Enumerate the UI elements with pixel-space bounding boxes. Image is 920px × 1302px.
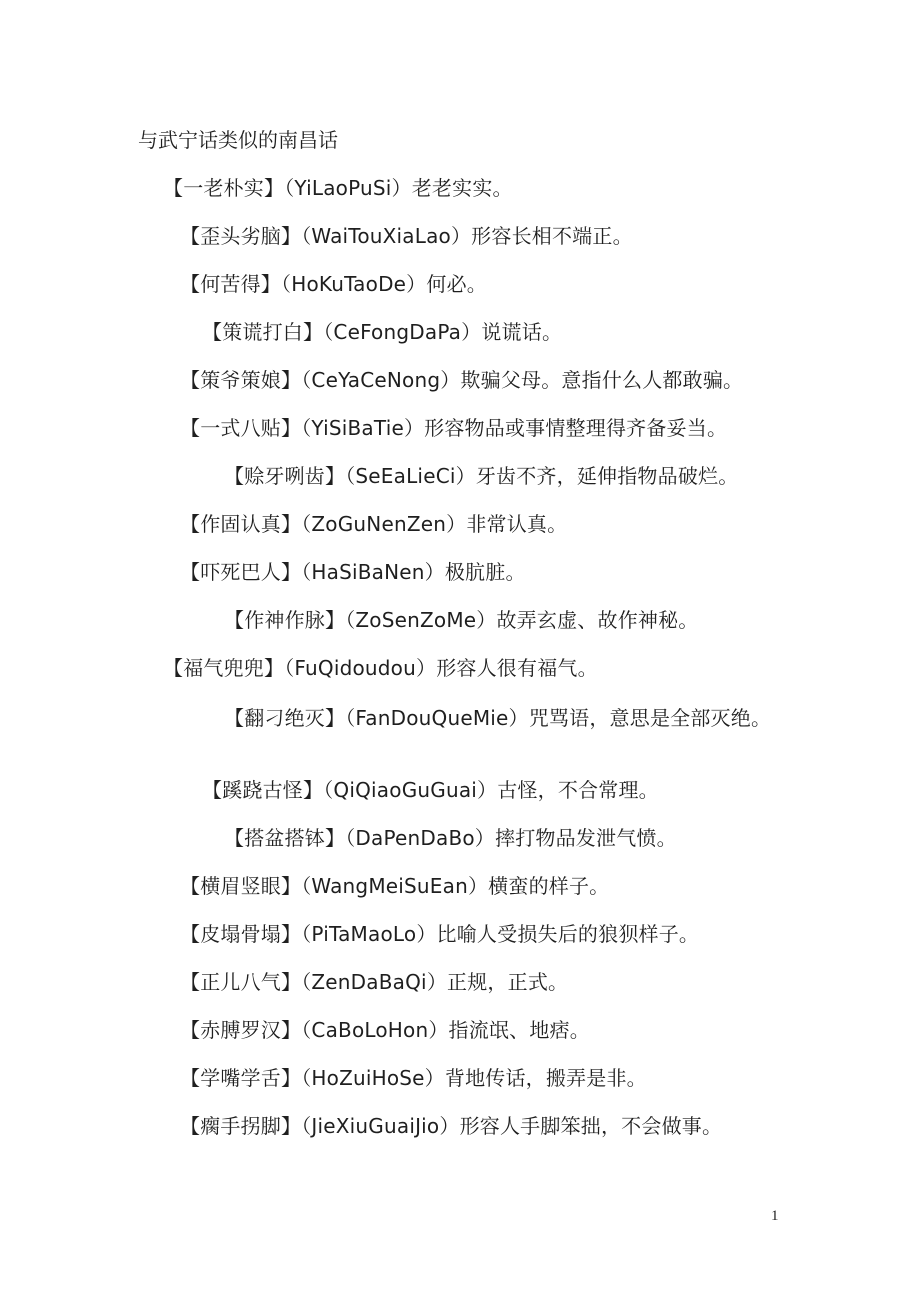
idiom-entry: 【蹊跷古怪】（QiQiaoGuGuai）古怪，不合常理。	[202, 778, 659, 802]
idiom-entry: 【正儿八气】（ZenDaBaQi）正规，正式。	[180, 970, 569, 994]
idiom-entry: 【作固认真】（ZoGuNenZen）非常认真。	[180, 512, 568, 536]
idiom-entry: 【赤膊罗汉】（CaBoLoHon）指流氓、地痞。	[180, 1018, 590, 1042]
idiom-entry: 【吓死巴人】（HaSiBaNen）极肮脏。	[180, 560, 526, 584]
idiom-entry: 【歪头劣脑】（WaiTouXiaLao）形容长相不端正。	[180, 224, 633, 248]
idiom-entry: 【策爷策娘】（CeYaCeNong）欺骗父母。意指什么人都敢骗。	[180, 368, 744, 392]
idiom-entry: 【学嘴学舌】（HoZuiHoSe）背地传话，搬弄是非。	[180, 1066, 647, 1090]
idiom-entry: 【瘸手拐脚】（JieXiuGuaiJio）形容人手脚笨拙，不会做事。	[180, 1114, 723, 1138]
idiom-entry: 【作神作脉】（ZoSenZoMe）故弄玄虚、故作神秘。	[224, 608, 699, 632]
idiom-entry: 【何苦得】（HoKuTaoDe）何必。	[180, 272, 487, 296]
idiom-entry: 【皮塌骨塌】（PiTaMaoLo）比喻人受损失后的狼狈样子。	[180, 922, 700, 946]
document-title: 与武宁话类似的南昌话	[138, 128, 338, 152]
idiom-entry: 【搭盆搭钵】（DaPenDaBo）摔打物品发泄气愤。	[224, 826, 677, 850]
idiom-entry: 【横眉竖眼】（WangMeiSuEan）横蛮的样子。	[180, 874, 610, 898]
idiom-entry: 【福气兜兜】（FuQidoudou）形容人很有福气。	[163, 656, 598, 680]
idiom-entry: 【一老朴实】（YiLaoPuSi）老老实实。	[163, 176, 513, 200]
idiom-entry: 【一式八贴】（YiSiBaTie）形容物品或事情整理得齐备妥当。	[180, 416, 728, 440]
idiom-entry: 【策谎打白】（CeFongDaPa）说谎话。	[202, 320, 563, 344]
idiom-entry: 【翻刁绝灭】（FanDouQueMie）咒骂语，意思是全部灭绝。	[224, 706, 772, 730]
idiom-entry: 【赊牙咧齿】（SeEaLieCi）牙齿不齐，延伸指物品破烂。	[224, 464, 739, 488]
page-number: 1	[771, 1208, 779, 1224]
